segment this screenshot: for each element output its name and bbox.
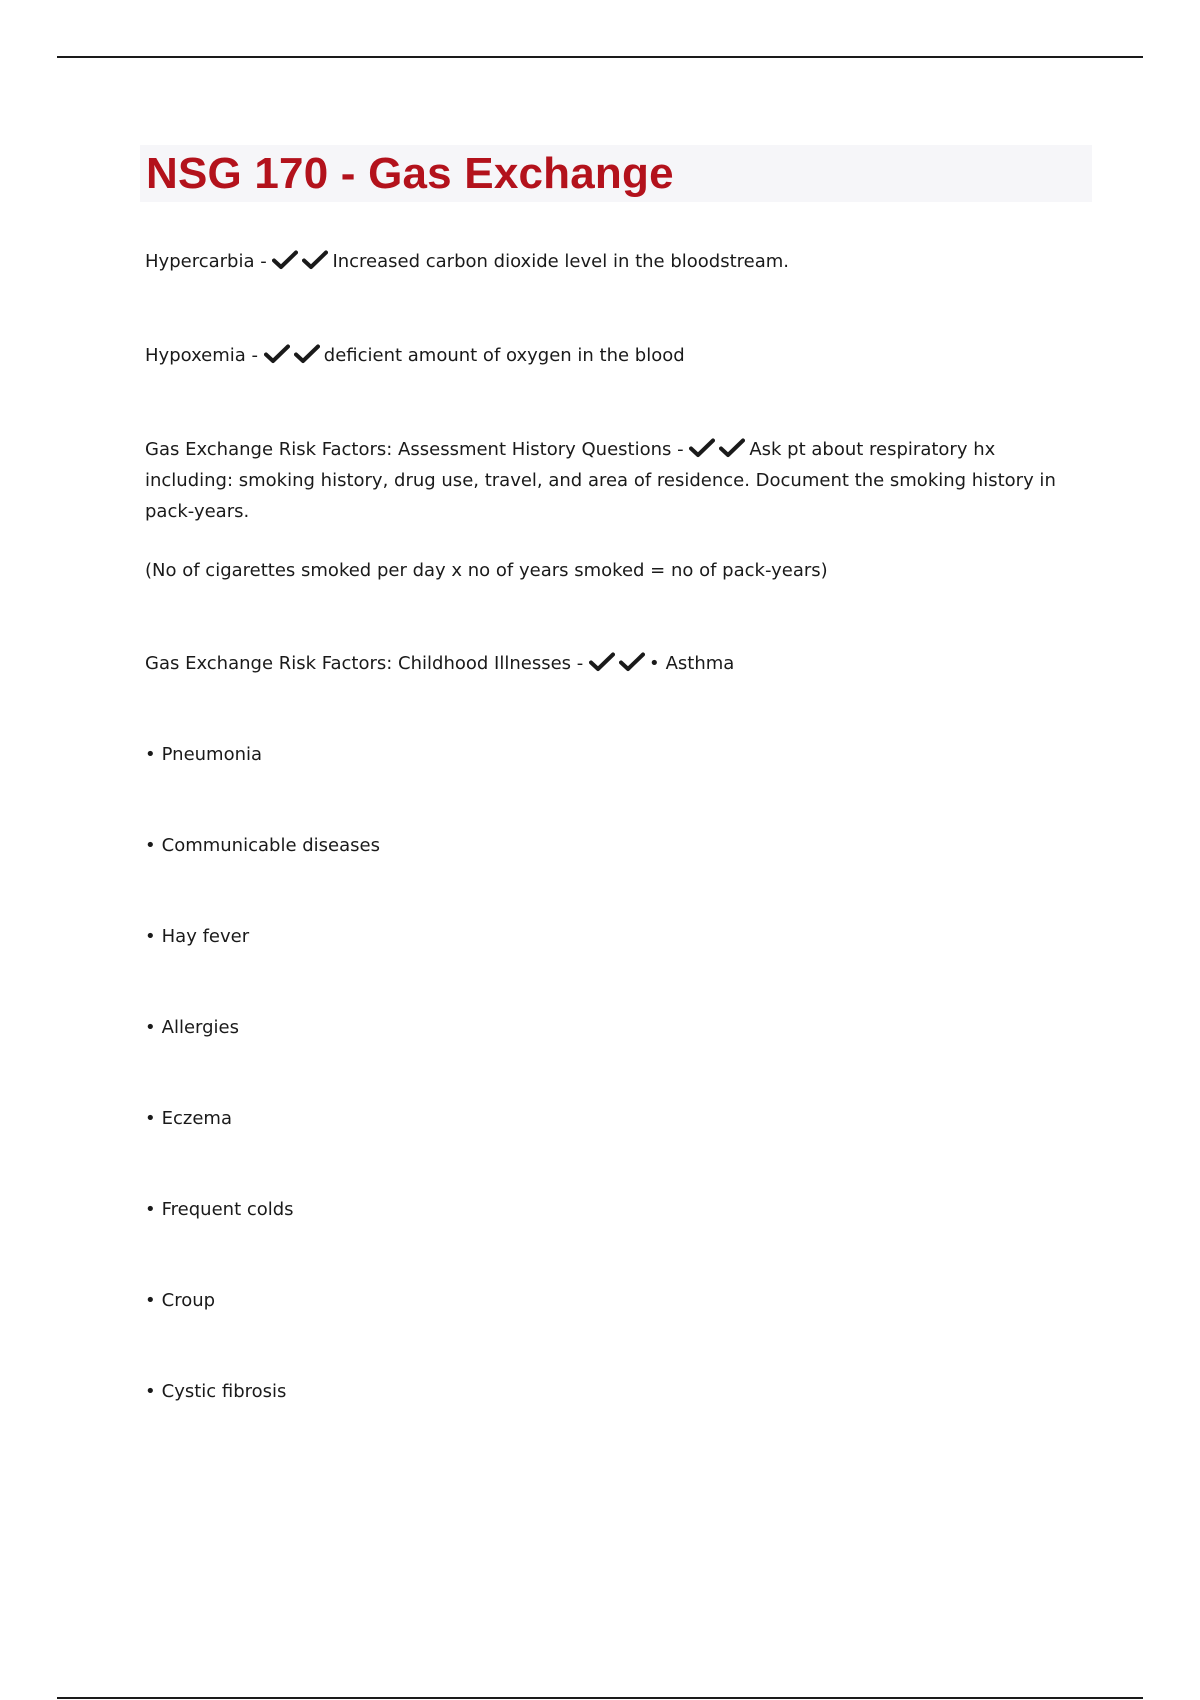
checkmark-icon [719, 438, 745, 458]
entry-definition: Ask pt about respiratory hx including: smoking history, drug use, travel, and area of residence. Document the smoking history in pack-years. [145, 439, 1056, 522]
bullet: • [145, 1108, 156, 1129]
list-item-label: Pneumonia [161, 744, 263, 765]
entry-definition: Asthma [665, 653, 735, 674]
entry-term: Gas Exchange Risk Factors: Assessment History Questions - [145, 439, 684, 460]
list-item-label: Croup [161, 1290, 216, 1311]
bullet: • [145, 1290, 156, 1311]
entry-definition: deficient amount of oxygen in the blood [323, 345, 685, 366]
list-item [145, 739, 1085, 770]
list-item [145, 1012, 1085, 1043]
bottom-rule [57, 1697, 1143, 1699]
list-item [145, 1194, 1085, 1225]
bullet: • [145, 1199, 156, 1220]
bullet: • [648, 653, 660, 674]
list-item [145, 830, 1085, 861]
list-item-label: Allergies [161, 1017, 239, 1038]
entry-hypoxemia [145, 340, 1085, 371]
checkmark-icon [294, 344, 320, 364]
list-item-label: Cystic fibrosis [161, 1381, 287, 1402]
bullet: • [145, 926, 156, 947]
entry-definition: Increased carbon dioxide level in the bloodstream. [332, 251, 790, 272]
entry-childhood-illnesses [145, 648, 1085, 679]
entry-hypercarbia [145, 246, 1085, 277]
list-item [145, 1285, 1085, 1316]
checkmark-icon [302, 250, 328, 270]
list-item-label: Frequent colds [161, 1199, 294, 1220]
entry-term: Hypoxemia - [145, 345, 259, 366]
checkmark-icon [619, 652, 645, 672]
list-item [145, 1103, 1085, 1134]
list-item [145, 1376, 1085, 1407]
checkmark-icon [689, 438, 715, 458]
entry-pack-years-formula [145, 555, 1085, 586]
list-item [145, 921, 1085, 952]
entry-assessment-history [145, 434, 1085, 527]
entry-term: Gas Exchange Risk Factors: Childhood Illnesses - [145, 653, 584, 674]
bullet: • [145, 744, 156, 765]
top-rule [57, 56, 1143, 58]
bullet: • [145, 1381, 156, 1402]
bullet: • [145, 835, 156, 856]
list-item-label: Communicable diseases [161, 835, 380, 856]
page-title: NSG 170 - Gas Exchange [146, 149, 674, 198]
entry-term: Hypercarbia - [145, 251, 267, 272]
entry-text: (No of cigarettes smoked per day x no of years smoked = no of pack-years) [145, 560, 828, 581]
checkmark-icon [264, 344, 290, 364]
bullet: • [145, 1017, 156, 1038]
checkmark-icon [589, 652, 615, 672]
list-item-label: Hay fever [161, 926, 250, 947]
list-item-label: Eczema [161, 1108, 232, 1129]
checkmark-icon [272, 250, 298, 270]
